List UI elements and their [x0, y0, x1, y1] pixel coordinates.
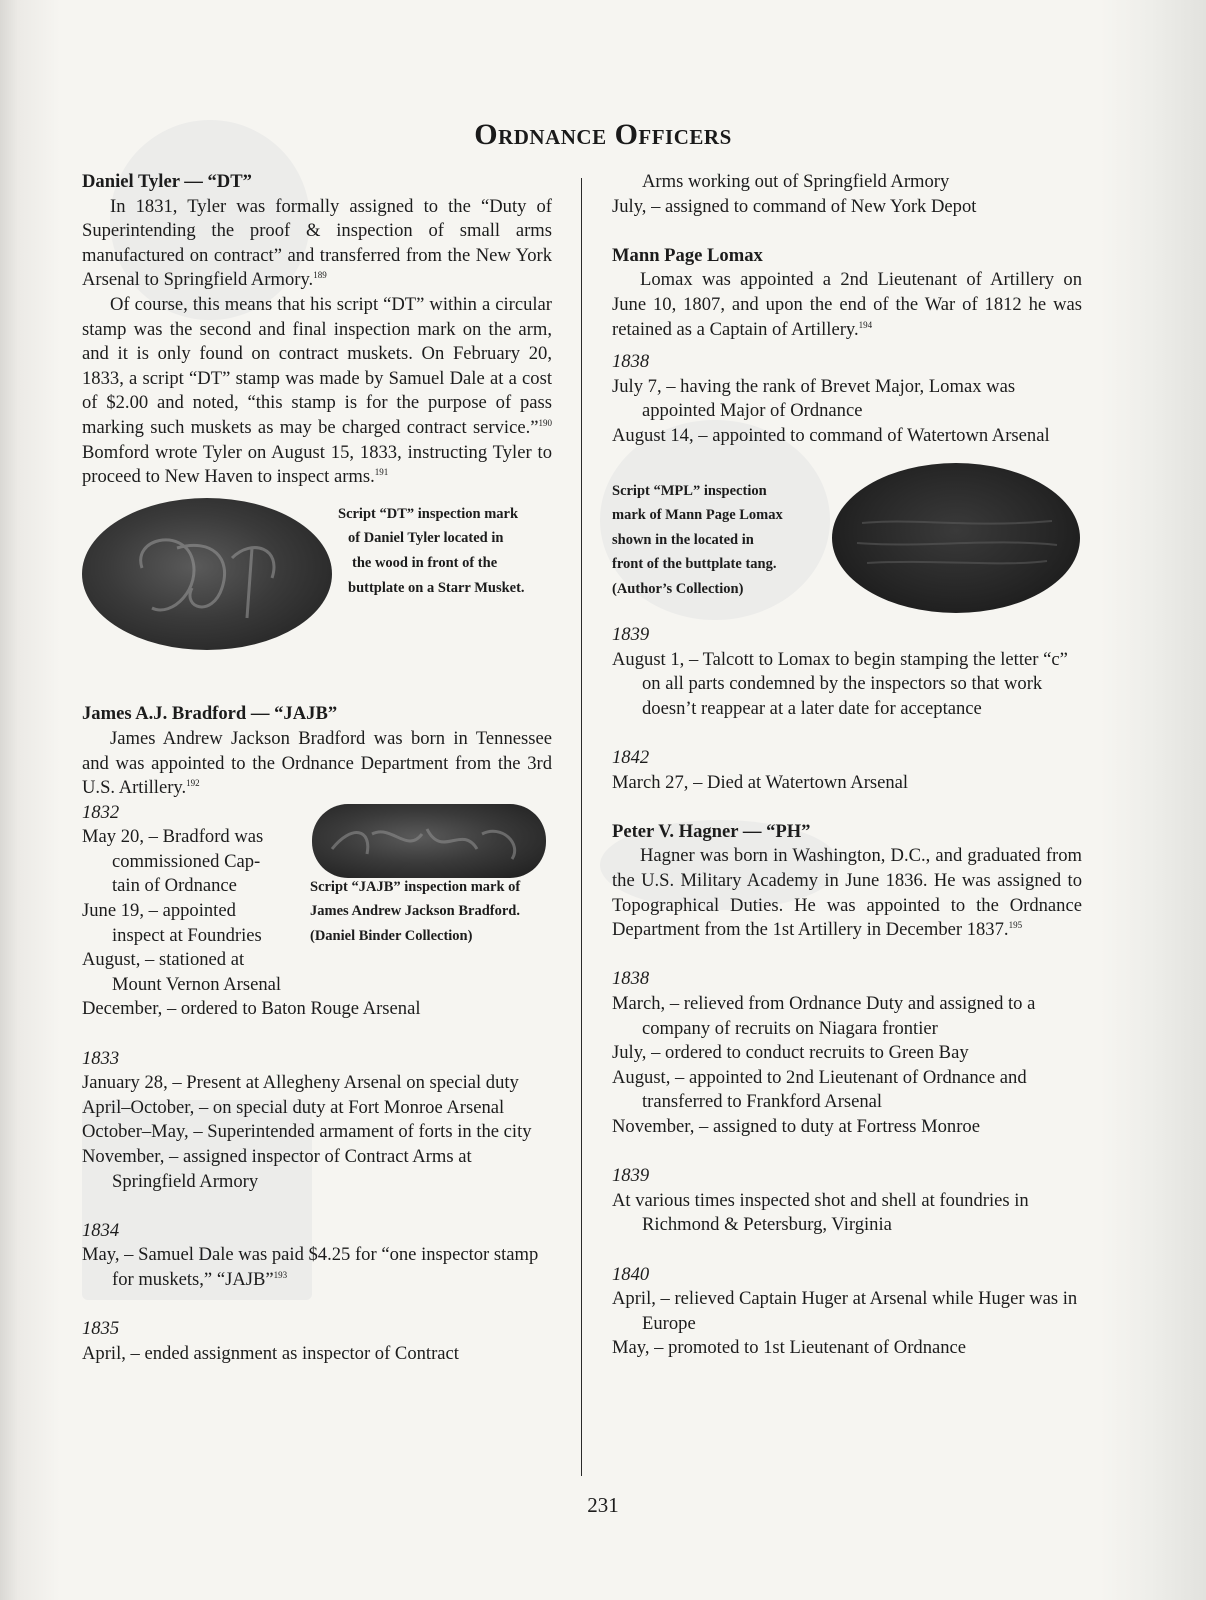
- mpl-figure-caption: Script “MPL” inspection mark of Mann Page Lomax shown in the located in front of the buttplate tang. (Author’s Collection): [612, 482, 783, 597]
- event-entry: November, – assigned to duty at Fortress Monroe: [612, 1116, 980, 1137]
- page-title: Ordnance Officers: [474, 118, 732, 151]
- jajb-stamp-photo: [312, 804, 546, 878]
- year-1838: 1838: [612, 968, 650, 990]
- event-entry: July, – ordered to conduct recruits to Green Bay: [612, 1042, 969, 1064]
- event-entry: January 28, – Present at Allegheny Arsenal on special duty: [82, 1072, 519, 1094]
- event-entry: October–May, – Superintended armament of forts in the city: [82, 1121, 532, 1143]
- dt-figure-caption: Script “DT” inspection mark of Daniel Tyler located in the wood in front of the buttplate on a Starr Musket.: [338, 505, 525, 596]
- section-heading-bradford: James A.J. Bradford — “JAJB”: [82, 703, 338, 725]
- jajb-figure-caption: Script “JAJB” inspection mark of James Andrew Jackson Bradford. (Daniel Binder Collection): [310, 878, 521, 944]
- section-heading-hagner: Peter V. Hagner — “PH”: [612, 820, 811, 842]
- event-entry: August, – appointed to 2nd Lieutenant of Ordnance and transferred to Frankford Arsenal: [612, 1066, 1027, 1113]
- year-1835: 1835: [82, 1318, 120, 1340]
- footnote-ref: 195: [1008, 920, 1023, 931]
- footnote-ref: 190: [538, 417, 552, 428]
- dt-stamp-photo: [82, 498, 332, 650]
- lomax-paragraph-1: Lomax was appointed a 2nd Lieutenant of Artillery on June 10, 1807, and upon the end of the War of 1812 he was retained as a Captain of Artillery.$^{194}$: [612, 269, 1082, 340]
- event-entry: April–October, – on special duty at Fort Monroe Arsenal: [82, 1096, 505, 1118]
- event-entry: June 19, – appointed inspect at Foundries: [82, 900, 262, 946]
- section-heading-lomax: Mann Page Lomax: [612, 244, 763, 266]
- event-entry: At various times inspected shot and shell at foundries in Richmond & Petersburg, Virginia: [612, 1189, 1029, 1236]
- year-1839: 1839: [612, 624, 650, 646]
- footnote-ref: 192: [186, 778, 200, 789]
- year-1834: 1834: [82, 1219, 120, 1241]
- section-heading-tyler: Daniel Tyler — “DT”: [82, 171, 252, 192]
- tyler-paragraph-2: Of course, this means that his script “DT” within a circular stamp was the second and final inspection mark on the arm, and it is only found on contract muskets. On February 20, 1833, a script “DT” stamp was made by Samuel Dale at a cost of $2.00 and noted, “this stamp is for the purpose of pass marking such muskets as may be charged contract service.”$^{190}$ Bomford wrote Tyler on August 15, 1833, instructing Tyler to proceed to New Haven to inspect arms.$^{191}$: [82, 293, 552, 488]
- footnote-ref: 189: [313, 270, 327, 281]
- year-1838: 1838: [612, 351, 650, 373]
- event-entry: April, – relieved Captain Huger at Arsenal while Huger was in Europe: [612, 1288, 1078, 1334]
- event-entry: May, – promoted to 1st Lieutenant of Ordnance: [612, 1337, 967, 1359]
- year-1832: 1832: [82, 801, 120, 823]
- event-entry: August 1, – Talcott to Lomax to begin stamping the letter “c” on all parts condemned by the inspectors so that work doesn’t reappear at a later date for acceptance: [612, 648, 1068, 719]
- event-entry: July, – assigned to command of New York Depot: [612, 195, 977, 217]
- event-entry: December, – ordered to Baton Rouge Arsenal: [82, 998, 421, 1020]
- column-divider: [581, 178, 582, 1476]
- event-entry: November, – assigned inspector of Contract Arms at Springfield Armory: [82, 1146, 472, 1192]
- right-column: [612, 170, 1082, 1361]
- event-entry: April, – ended assignment as inspector of Contract: [82, 1342, 459, 1364]
- bradford-1832-block: [82, 801, 552, 1022]
- event-entry: March, – relieved from Ordnance Duty and assigned to a company of recruits on Niagara frontier: [612, 993, 1036, 1039]
- event-entry: May, – Samuel Dale was paid $4.25 for “one inspector stamp for muskets,” “JAJB”$^{193}$: [82, 1244, 539, 1290]
- figure-dt-stamp: [82, 490, 552, 678]
- hagner-paragraph-1: Hagner was born in Washington, D.C., and graduated from the U.S. Military Academy in June 1836. He was assigned to Topographical Duties. He was appointed to the Ordnance Department from the 1st Artillery in December 1837.$^{195}$: [612, 845, 1082, 941]
- tyler-paragraph-1: In 1831, Tyler was formally assigned to the “Duty of Superintending the proof & inspection of small arms manufactured on contract” and transferred from the New York Arsenal to Springfield Armory.$^{189}$: [82, 195, 552, 291]
- year-1840: 1840: [612, 1263, 650, 1285]
- year-1833: 1833: [82, 1047, 120, 1069]
- year-1842: 1842: [612, 747, 650, 769]
- bradford-paragraph-1: James Andrew Jackson Bradford was born in Tennessee and was appointed to the Ordnance Department from the 3rd U.S. Artillery.$^{192}$: [82, 727, 552, 799]
- year-1839: 1839: [612, 1165, 650, 1187]
- footnote-ref: 193: [273, 1269, 288, 1280]
- event-entry: August, – stationed at Mount Vernon Arsenal: [82, 949, 282, 995]
- page-number: 231: [587, 1493, 619, 1517]
- event-entry: August 14, – appointed to command of Watertown Arsenal: [612, 424, 1050, 446]
- continued-line: Arms working out of Springfield Armory: [642, 171, 950, 192]
- event-entry: March 27, – Died at Watertown Arsenal: [612, 771, 909, 793]
- figure-mpl-stamp: [612, 449, 1082, 599]
- footnote-ref: 194: [858, 319, 873, 330]
- mpl-stamp-photo: [832, 463, 1080, 613]
- left-column: [82, 170, 552, 1366]
- event-entry: July 7, – having the rank of Brevet Major, Lomax was appointed Major of Ordnance: [612, 375, 1016, 422]
- footnote-ref: 191: [374, 467, 389, 478]
- event-entry: May 20, – Bradford was commissioned Cap- tain of Ordnance: [82, 826, 264, 897]
